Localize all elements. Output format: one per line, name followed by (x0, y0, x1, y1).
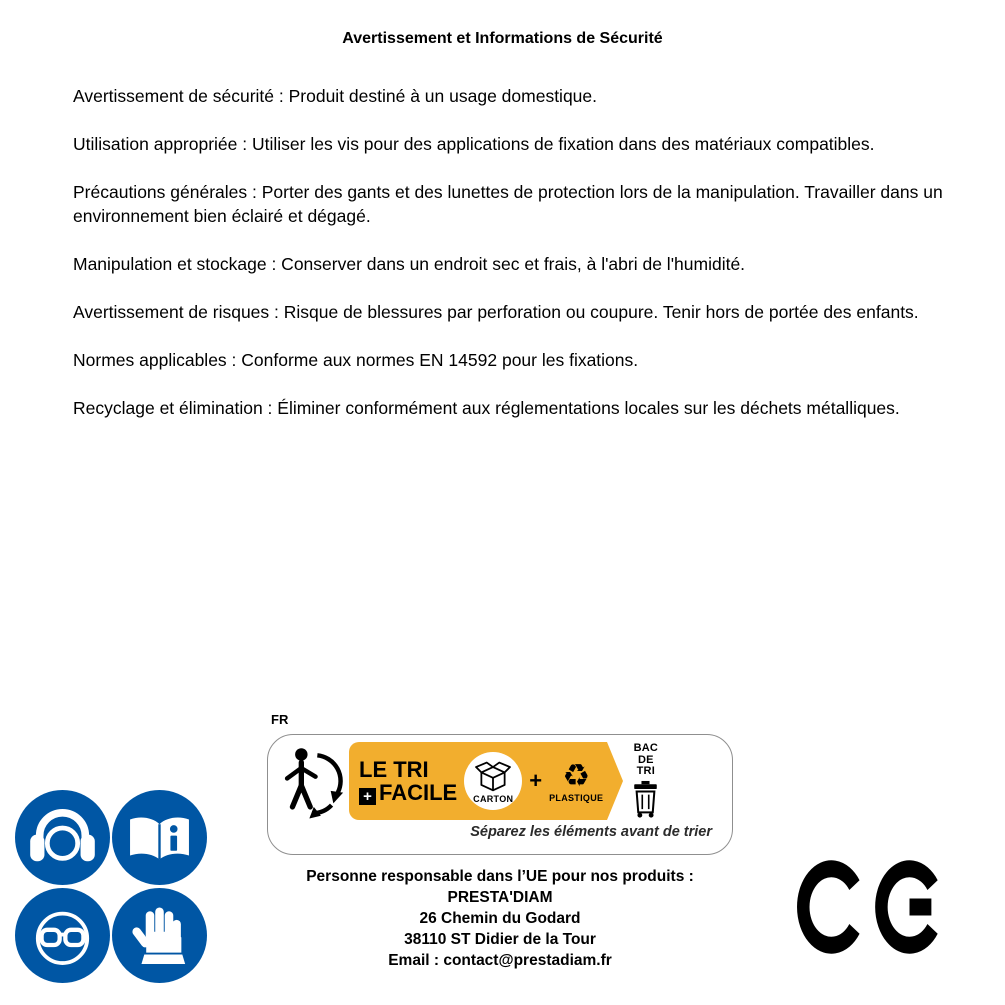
tri-line2: FACILE (379, 780, 458, 805)
sorting-label-row (268, 735, 732, 822)
address-line-2: 38110 ST Didier de la Tour (404, 931, 596, 948)
safety-paragraphs (73, 84, 967, 444)
page-title: Avertissement et Informations de Sécurité (342, 30, 663, 47)
materials-separator: + (529, 768, 543, 793)
eye-protection-icon (15, 888, 110, 983)
responsible-person-block (252, 866, 748, 971)
responsible-intro: Personne responsable dans l’UE pour nos produits : (306, 868, 694, 885)
address-line-1: 26 Chemin du Godard (419, 910, 581, 927)
sorting-bin-block (631, 742, 660, 819)
recycling-triangle-icon: ♻ (562, 757, 591, 794)
paragraph-general-precautions: Précautions générales : Porter des gants et des lunettes de protection lors de la manipulation. Travailler dans un environnement bien éclairé et dégagé. (73, 182, 943, 226)
carton-material-badge (464, 752, 522, 810)
hand-protection-glyph (112, 888, 207, 983)
ear-protection-icon (15, 790, 110, 885)
bac-text-3: TRI (636, 765, 655, 777)
eye-protection-glyph (15, 888, 110, 983)
paragraph-applicable-standards: Normes applicables : Conforme aux normes EN 14592 pour les fixations. (73, 350, 639, 370)
recycling-sorting-label (267, 734, 733, 855)
mandatory-safety-icons (15, 790, 207, 983)
triman-icon (280, 742, 344, 822)
tri-facile-band (349, 742, 607, 820)
carton-label: CARTON (473, 793, 514, 804)
plus-box: + (359, 788, 376, 805)
plastique-label: PLASTIQUE (549, 792, 604, 803)
hand-protection-icon (112, 888, 207, 983)
waste-bin-icon (631, 780, 660, 819)
paragraph-risk-warning: Avertissement de risques : Risque de blessures par perforation ou coupure. Tenir hors de portée des enfants. (73, 302, 919, 322)
ce-mark-glyph (797, 856, 947, 958)
plastique-material-badge (549, 757, 604, 803)
read-manual-icon (112, 790, 207, 885)
carton-icon (473, 759, 513, 793)
ce-mark (797, 856, 947, 958)
paragraph-appropriate-use: Utilisation appropriée : Utiliser les vis pour des applications de fixation dans des matériaux compatibles. (73, 134, 875, 154)
contact-email: Email : contact@prestadiam.fr (388, 952, 612, 969)
le-tri-facile-logo (359, 758, 457, 804)
tri-line1: LE TRI (359, 757, 429, 782)
paragraph-recycling-disposal: Recyclage et élimination : Éliminer conformément aux réglementations locales sur les déchets métalliques. (73, 398, 900, 418)
band-arrow-shape (607, 742, 623, 820)
bac-text-1: BAC (633, 742, 659, 754)
company-name: PRESTA'DIAM (447, 889, 553, 906)
paragraph-safety-warning: Avertissement de sécurité : Produit destiné à un usage domestique. (73, 86, 598, 106)
bac-text-2: DE (637, 753, 654, 766)
ear-protection-glyph (15, 790, 110, 885)
sorting-caption: Séparez les éléments avant de trier (470, 824, 712, 840)
country-code-label: FR (271, 712, 289, 727)
read-manual-glyph (112, 790, 207, 885)
paragraph-handling-storage: Manipulation et stockage : Conserver dans un endroit sec et frais, à l'abri de l'humidité. (73, 254, 746, 274)
